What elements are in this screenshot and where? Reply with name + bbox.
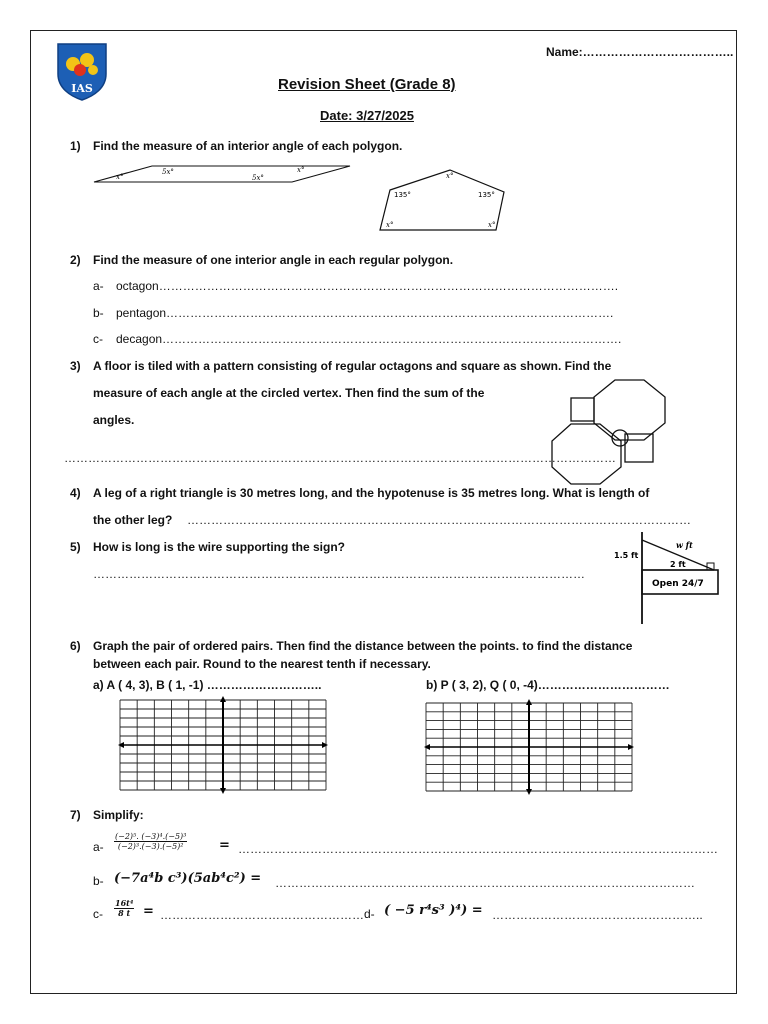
q2-item-letter: a-: [93, 279, 104, 293]
q5-sign-text: Open 24/7: [652, 579, 704, 589]
q7c-denominator: 8 t: [118, 908, 131, 918]
q5-base-label: 2 ft: [670, 560, 686, 569]
school-logo: [56, 40, 108, 102]
q3-octagon-tiling-figure: [550, 376, 680, 486]
q2-item-letter: c-: [93, 332, 103, 346]
q3-answer-line: …………………………………………………………………………………………………………………………: [64, 451, 616, 465]
q7a-letter: a-: [93, 840, 104, 854]
q7c-numerator: 16t⁴: [115, 898, 134, 908]
q7a-denominator: (−2)³.(−3).(−5)²: [117, 842, 184, 851]
q4-text-line2: the other leg?: [93, 513, 173, 527]
q6b-coordinate-grid: [426, 703, 632, 791]
q1-fig2-label: 135°: [478, 191, 495, 199]
name-field-line: Name:………………………………..: [546, 45, 734, 59]
q2-text: Find the measure of one interior angle in each regular polygon.: [93, 253, 454, 267]
q7a-equals: =: [219, 838, 230, 853]
q4-answer-line: ………………………………………………………………………………………………………………: [187, 513, 691, 527]
q1-fig2-label: x°: [488, 221, 496, 229]
q7c-letter: c-: [93, 907, 103, 921]
q3-text-line2: measure of each angle at the circled vertex. Then find the sum of the: [93, 386, 485, 400]
logo-text: IAS: [71, 82, 93, 95]
q3-text-line3: angles.: [93, 413, 135, 427]
q4-text-line1: A leg of a right triangle is 30 metres long, and the hypotenuse is 35 metres long. What is length of: [93, 486, 650, 500]
q1-fig2-label: x°: [386, 221, 394, 229]
q6-part-a: a) A ( 4, 3), B ( 1, -1) ………………………..: [93, 678, 322, 692]
q1-fig1-label: x°: [116, 173, 124, 181]
date-label: Date: 3/27/2025: [320, 108, 414, 123]
q5-answer-line: ……………………………………………………………………………………………………………: [93, 567, 585, 581]
q7a-fraction: [114, 832, 187, 851]
q1-fig2-label: 135°: [394, 191, 411, 199]
q5-text: How is long is the wire supporting the sign?: [93, 540, 346, 554]
q5-number: 5): [70, 540, 81, 554]
q6a-coordinate-grid: [120, 700, 326, 790]
q5-sign-wire-figure: [610, 530, 725, 626]
q7c-fraction: [114, 899, 134, 918]
q7a-answer-line: …………………………………………………………………………………………………………: [238, 842, 718, 856]
q7b-letter: b-: [93, 874, 104, 888]
q6-text-line2: between each pair. Round to the nearest tenth if necessary.: [93, 657, 431, 671]
q1-fig1-label: 5x°: [162, 168, 174, 176]
q2-item-decagon: decagon…………………………………………………………………………………………………….: [116, 332, 622, 346]
q2-item-octagon: octagon…………………………………………………………………………………………………….: [116, 279, 619, 293]
q5-wire-label: w ft: [676, 540, 693, 550]
q3-number: 3): [70, 359, 81, 373]
q7c-equals: =: [143, 904, 154, 919]
q7b-answer-line: ……………………………………………………………………………………………: [275, 876, 695, 890]
q7d-letter: d-: [364, 907, 375, 921]
q7-number: 7): [70, 808, 81, 822]
q2-number: 2): [70, 253, 81, 267]
q1-text: Find the measure of an interior angle of each polygon.: [93, 139, 403, 153]
q6-part-b: b) P ( 3, 2), Q ( 0, -4)……………………………: [426, 678, 670, 692]
q5-height-label: 1.5 ft: [614, 551, 639, 560]
q6-text-line1: Graph the pair of ordered pairs. Then find the distance between the points. to find the distance: [93, 639, 633, 653]
q7a-numerator: (−2)⁵. (−3)⁴.(−5)³: [115, 832, 187, 841]
q7c-answer-line: ……………………………………………: [160, 908, 364, 922]
q1-fig2-label: x°: [446, 172, 454, 180]
page-title: Revision Sheet (Grade 8): [278, 76, 456, 93]
q1-number: 1): [70, 139, 81, 153]
q7d-expression: ( −5 r⁴s³ )⁴) =: [384, 903, 483, 918]
q7-title: Simplify:: [93, 808, 144, 822]
q6-number: 6): [70, 639, 81, 653]
q2-item-pentagon: pentagon………………………………………………………………………………………………….: [116, 306, 614, 320]
q3-text-line1: A floor is tiled with a pattern consisting of regular octagons and square as shown. Find the: [93, 359, 612, 373]
q1-parallelogram-figure: [92, 162, 352, 192]
q2-item-letter: b-: [93, 306, 104, 320]
q7d-answer-line: ……………………………………………..: [492, 908, 703, 922]
q1-fig1-label: x°: [297, 166, 305, 174]
q7b-expression: (−7a⁴b c³)(5ab⁴c²) =: [114, 871, 262, 886]
q1-pentagon-figure: [378, 166, 508, 234]
q1-fig1-label: 5x°: [252, 174, 264, 182]
q4-number: 4): [70, 486, 81, 500]
